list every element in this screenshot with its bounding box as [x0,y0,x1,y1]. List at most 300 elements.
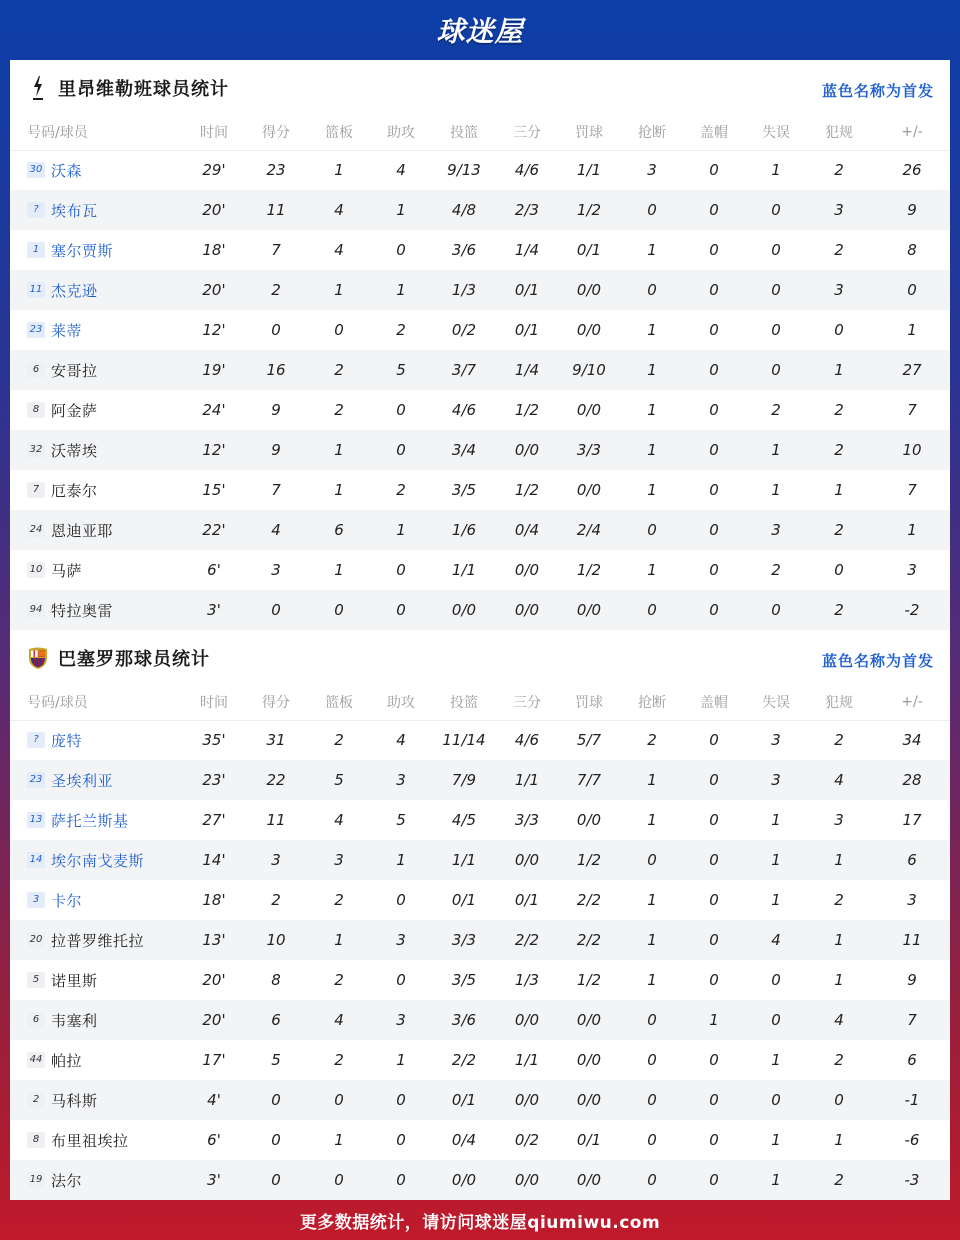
stat-cell: 0 [709,561,719,579]
stat-cell: 0 [680,270,748,310]
stat-cell: 7 [271,481,281,499]
player-cell[interactable] [10,1040,180,1080]
player-name[interactable]: 安哥拉 [51,361,98,380]
player-name[interactable]: 厄泰尔 [51,481,98,500]
player-row[interactable] [10,430,950,470]
stat-cell: 27' [202,811,226,829]
stat-cell: 0 [680,430,748,470]
player-name[interactable]: 庞特 [51,731,83,750]
stat-cell: 4 [804,760,874,800]
player-cell[interactable] [10,270,180,310]
player-name[interactable]: 马萨 [51,561,83,580]
player-row[interactable] [10,550,950,590]
player-cell[interactable] [10,550,180,590]
stat-cell: 4 [304,190,374,230]
jersey-number-badge: 23 [27,772,45,788]
stat-cell: 9/10 [554,350,624,390]
stat-cell: 0 [748,270,804,310]
stat-cell: 7/9 [428,760,500,800]
stat-cell: 26 [902,161,922,180]
stat-cell: 19' [180,350,248,390]
stat-cell: 29' [202,161,226,180]
stat-cell: 0 [624,1000,680,1040]
stat-cell: 1 [647,561,657,579]
stat-cell: 0 [624,840,680,880]
player-cell[interactable] [10,960,180,1000]
jersey-number-badge: 6 [27,362,45,378]
stat-cell: 1 [304,430,374,470]
stat-cell: 1 [804,920,874,960]
stat-cell: 1 [374,840,428,880]
jersey-number-badge: 30 [27,162,45,178]
stat-cell: 1/1 [576,161,602,180]
stat-cell: 18' [202,241,226,259]
stat-cell: 4/8 [428,190,500,230]
stat-cell: 12' [180,430,248,470]
stat-cell: 0 [396,561,406,579]
column-header: 时间 [180,685,248,720]
jersey-number-badge: 44 [27,1052,45,1068]
stat-cell: 0 [748,590,804,630]
stat-cell: 0 [680,590,748,630]
stat-cell: 11 [266,811,286,829]
stat-cell: 3 [374,920,428,960]
player-name[interactable]: 圣埃利亚 [51,771,114,790]
stat-cell: 1 [771,161,781,180]
column-header: 投篮 [428,685,500,720]
stat-cell: 17' [202,1051,226,1069]
stat-cell: 0/1 [451,891,477,909]
stat-cell: 0 [748,1000,804,1040]
column-header: 抢断 [624,115,680,150]
stat-cell: 0/2 [451,321,477,339]
stat-cell: 4' [180,1080,248,1120]
stat-cell: 2 [396,481,406,499]
team-section-lyon [10,60,950,630]
jersey-number-badge: 14 [27,852,45,868]
player-cell[interactable] [10,720,180,760]
stat-cell: 5 [374,350,428,390]
stat-cell: 1 [804,840,874,880]
stat-cell: 0/0 [428,590,500,630]
stat-cell: 2/4 [554,510,624,550]
lyon-villeurbanne-logo-icon [26,76,50,100]
starter-note: 蓝色名称为首发 [821,652,934,670]
player-cell[interactable] [10,1120,180,1160]
table-body [10,720,950,1200]
stat-cell: 10 [874,430,950,470]
table-body [10,150,950,630]
stat-cell: 0 [680,920,748,960]
player-name[interactable]: 沃蒂埃 [51,441,98,460]
jersey-number-badge: 1 [27,242,45,258]
player-cell[interactable] [10,880,180,920]
player-row[interactable] [10,960,950,1000]
stat-cell: 1 [834,481,844,499]
player-name[interactable]: 帕拉 [51,1051,83,1070]
stat-cell: 2 [771,401,781,419]
stat-cell: 9 [271,401,281,419]
stat-cell: 3 [771,731,781,750]
stat-cell: 1/3 [514,971,540,989]
player-row[interactable] [10,350,950,390]
stat-cell: 0 [680,510,748,550]
player-name[interactable]: 莱蒂 [51,321,83,340]
column-header: 得分 [248,115,304,150]
stat-cell: 1 [374,510,428,550]
stat-cell: 4/5 [451,811,477,829]
stat-cell: 0/0 [428,1160,500,1200]
column-header: 助攻 [374,685,428,720]
player-name[interactable]: 法尔 [51,1171,83,1190]
player-row[interactable] [10,390,950,430]
stat-cell: 23 [266,161,286,180]
stat-cell: 0/0 [514,561,540,579]
stat-cell: 0 [248,590,304,630]
stat-cell: 2 [334,401,344,419]
player-name[interactable]: 埃尔南戈麦斯 [51,851,145,870]
player-cell[interactable] [10,150,180,190]
stat-cell: 4 [248,510,304,550]
stat-cell: 3' [180,1160,248,1200]
stat-cell: 5 [304,760,374,800]
stat-cell: 0 [304,1160,374,1200]
stat-cell: 28 [874,760,950,800]
stat-cell: 12' [202,321,226,339]
stat-cell: 3/3 [514,811,540,829]
stat-cell: 22 [248,760,304,800]
stat-cell: 1 [374,270,428,310]
player-cell[interactable] [10,1160,180,1200]
stat-cell: 1/2 [554,840,624,880]
stat-cell: 6 [874,840,950,880]
stat-cell: 8 [907,241,917,259]
player-cell[interactable] [10,760,180,800]
table-header-row [10,115,950,150]
stat-cell: 7 [271,241,281,259]
player-row[interactable] [10,230,950,270]
stat-cell: 4 [396,731,406,750]
player-cell[interactable] [10,510,180,550]
player-name[interactable]: 恩迪亚耶 [51,521,114,540]
stat-cell: 4 [804,1000,874,1040]
stat-cell: 3 [304,840,374,880]
stat-cell: 2 [334,731,344,750]
stat-cell: 13' [180,920,248,960]
stat-cell: 11 [874,920,950,960]
column-header: 失误 [748,115,804,150]
stat-cell: 1 [304,270,374,310]
column-header: 篮板 [304,115,374,150]
stat-cell: 0 [771,971,781,989]
stat-cell: -1 [874,1080,950,1120]
player-cell[interactable] [10,390,180,430]
footer-banner: 更多数据统计，请访问球迷屋qiumiwu.com [299,1212,661,1233]
player-cell[interactable] [10,230,180,270]
stat-cell: 1 [647,321,657,339]
stat-cell: 0 [396,971,406,989]
stat-cell: 2/2 [451,1051,477,1069]
table-header-row [10,685,950,720]
stat-cell: 35' [202,731,226,750]
stat-cell: 1 [334,161,344,180]
stat-cell: 2 [834,891,844,909]
column-header: 盖帽 [680,115,748,150]
stat-cell: 15' [202,481,226,499]
player-stats-table [10,685,950,1200]
stat-cell: 18' [202,891,226,909]
jersey-number-badge: 13 [27,812,45,828]
player-name[interactable]: 卡尔 [51,891,83,910]
team-section-barcelona [10,630,950,1200]
player-cell[interactable] [10,1000,180,1040]
stat-cell: 1 [647,811,657,829]
stat-cell: 0 [624,270,680,310]
stat-cell: 1/3 [428,270,500,310]
stat-cell: 2/2 [554,920,624,960]
player-cell[interactable] [10,920,180,960]
stat-cell: 0 [709,811,719,829]
stat-cell: 4/6 [514,161,540,180]
stat-cell: 1 [647,481,657,499]
stat-cell: 0 [709,891,719,909]
stat-cell: 3 [647,161,657,180]
stat-cell: 0/0 [554,1080,624,1120]
player-cell[interactable] [10,310,180,350]
stat-cell: 17 [902,811,922,829]
stat-cell: 0/2 [514,1131,540,1149]
stat-cell: 3 [271,561,281,579]
stat-cell: -6 [904,1131,920,1149]
stat-cell: 2 [804,430,874,470]
stat-cell: 20' [180,270,248,310]
stat-cell: 1 [771,891,781,909]
player-row[interactable] [10,150,950,190]
stat-cell: 7/7 [554,760,624,800]
player-row[interactable] [10,310,950,350]
stat-cell: 3/6 [451,241,477,259]
stat-cell: 1/2 [514,481,540,499]
player-row[interactable] [10,1120,950,1160]
stat-cell: 2 [834,401,844,419]
stat-cell: 0/4 [451,1131,477,1149]
player-cell[interactable] [10,590,180,630]
stat-cell: 2 [804,510,874,550]
jersey-number-badge: 3 [27,892,45,908]
player-name[interactable]: 塞尔贾斯 [51,241,114,260]
stat-cell: 4 [396,161,406,180]
stat-cell: 0 [624,1160,680,1200]
player-row[interactable] [10,1160,950,1200]
stat-cell: 22' [180,510,248,550]
stat-cell: 3 [748,510,804,550]
player-row[interactable] [10,510,950,550]
stat-cell: 1 [907,321,917,339]
stat-cell: 0/0 [500,590,554,630]
stat-cell: 0 [396,1131,406,1149]
stat-cell: 0/0 [554,1000,624,1040]
stat-cell: 0 [834,321,844,339]
stat-cell: 0/1 [514,891,540,909]
stat-cell: 0 [680,1080,748,1120]
jersey-number-badge: 24 [27,522,45,538]
player-name[interactable]: 马科斯 [51,1091,98,1110]
player-cell[interactable] [10,350,180,390]
jersey-number-badge: 20 [27,932,45,948]
player-name[interactable]: 埃布瓦 [51,201,98,220]
jersey-number-badge: 7 [27,482,45,498]
stat-cell: 0/0 [500,1000,554,1040]
stat-cell: 0 [709,1051,719,1069]
column-header: 助攻 [374,115,428,150]
stat-cell: 3 [374,1000,428,1040]
jersey-number-badge: 19 [27,1172,45,1188]
stat-cell: 3 [907,891,917,909]
stat-cell: 0 [709,1131,719,1149]
column-header: +/- [874,685,950,720]
stat-cell: 3 [374,760,428,800]
stat-cell: 1 [624,430,680,470]
player-row[interactable] [10,840,950,880]
stat-cell: 0 [624,190,680,230]
stat-cell: 10 [248,920,304,960]
stat-cell: 0 [374,590,428,630]
player-row[interactable] [10,760,950,800]
stat-cell: 0 [396,891,406,909]
stat-cell: 1 [396,1051,406,1069]
stat-cell: 9 [248,430,304,470]
stat-cell: 2 [834,1051,844,1069]
player-row[interactable] [10,190,950,230]
jersey-number-badge: ? [27,202,45,218]
stat-cell: 2 [248,270,304,310]
player-row[interactable] [10,1000,950,1040]
stat-cell: 9 [907,971,917,989]
stat-cell: 3 [748,760,804,800]
player-cell[interactable] [10,190,180,230]
stat-cell: 0/1 [428,1080,500,1120]
player-cell[interactable] [10,1080,180,1120]
player-cell[interactable] [10,800,180,840]
stat-cell: 2/3 [500,190,554,230]
stat-cell: 3 [248,840,304,880]
stat-cell: 4/6 [451,401,477,419]
column-header: +/- [874,115,950,150]
stat-cell: 0 [374,430,428,470]
player-row[interactable] [10,1040,950,1080]
player-row[interactable] [10,920,950,960]
stat-cell: 23' [180,760,248,800]
player-name[interactable]: 特拉奥雷 [51,601,114,620]
player-name[interactable]: 韦塞利 [51,1011,98,1030]
stat-cell: 1 [771,1131,781,1149]
stat-cell: 0 [709,481,719,499]
stat-cell: 0 [374,1160,428,1200]
stat-cell: 1/4 [514,241,540,259]
stat-cell: -2 [874,590,950,630]
stat-cell: 9 [874,190,950,230]
stat-cell: 6' [207,1131,221,1149]
stat-cell: 0/1 [576,241,602,259]
column-header: 罚球 [554,115,624,150]
player-name[interactable]: 诺里斯 [51,971,98,990]
stat-cell: 6 [907,1051,917,1069]
stat-cell: 1/4 [500,350,554,390]
stat-cell: 1 [748,430,804,470]
stat-cell: 7 [907,481,917,499]
stat-cell: 7 [907,401,917,419]
stat-cell: 1/6 [428,510,500,550]
stat-cell: 0 [709,971,719,989]
stat-cell: 6 [304,510,374,550]
stat-cell: 1 [771,481,781,499]
stat-cell: 2 [834,731,844,750]
stat-cell: 2 [271,891,281,909]
stat-cell: 0 [874,270,950,310]
stat-cell: 0 [624,510,680,550]
stat-cell: 2 [771,561,781,579]
stat-cell: 0 [624,590,680,630]
stat-cell: 6' [207,561,221,579]
stat-cell: 1 [834,1131,844,1149]
stat-cell: 1 [874,510,950,550]
player-cell[interactable] [10,840,180,880]
stat-cell: 3 [804,190,874,230]
player-cell[interactable] [10,430,180,470]
stat-cell: 0 [624,1080,680,1120]
stat-cell: 0 [396,241,406,259]
stat-cell: 1/2 [576,561,602,579]
stat-cell: 1 [647,971,657,989]
stat-cell: 3/4 [428,430,500,470]
player-name[interactable]: 萨托兰斯基 [51,811,129,830]
stat-cell: 2 [396,321,406,339]
stat-cell: 0 [334,321,344,339]
stat-cell: 0/0 [554,590,624,630]
player-cell[interactable] [10,470,180,510]
player-name[interactable]: 沃森 [51,161,83,180]
stat-cell: 3/3 [428,920,500,960]
player-name[interactable]: 拉普罗维托拉 [51,931,145,950]
player-row[interactable] [10,270,950,310]
player-row[interactable] [10,1080,950,1120]
player-row[interactable] [10,880,950,920]
stat-cell: 3/7 [428,350,500,390]
stat-cell: 0/0 [500,1080,554,1120]
player-name[interactable]: 杰克逊 [51,281,98,300]
jersey-number-badge: 2 [27,1092,45,1108]
player-name[interactable]: 阿金萨 [51,401,98,420]
stat-cell: 4 [334,811,344,829]
stat-cell: 20' [180,190,248,230]
stat-cell: 0 [304,590,374,630]
player-row[interactable] [10,800,950,840]
fc-barcelona-crest-icon [26,646,50,670]
stat-cell: 0/0 [576,321,602,339]
player-row[interactable] [10,720,950,760]
stat-cell: 0 [647,1131,657,1149]
stat-cell: 4 [334,241,344,259]
jersey-number-badge: 94 [27,602,45,618]
player-row[interactable] [10,590,950,630]
stat-cell: 0/1 [576,1131,602,1149]
player-row[interactable] [10,470,950,510]
stat-cell: 0 [804,1080,874,1120]
player-name[interactable]: 布里祖埃拉 [51,1131,129,1150]
stat-cell: 2 [334,891,344,909]
column-header: 盖帽 [680,685,748,720]
stat-cell: 0 [248,1080,304,1120]
